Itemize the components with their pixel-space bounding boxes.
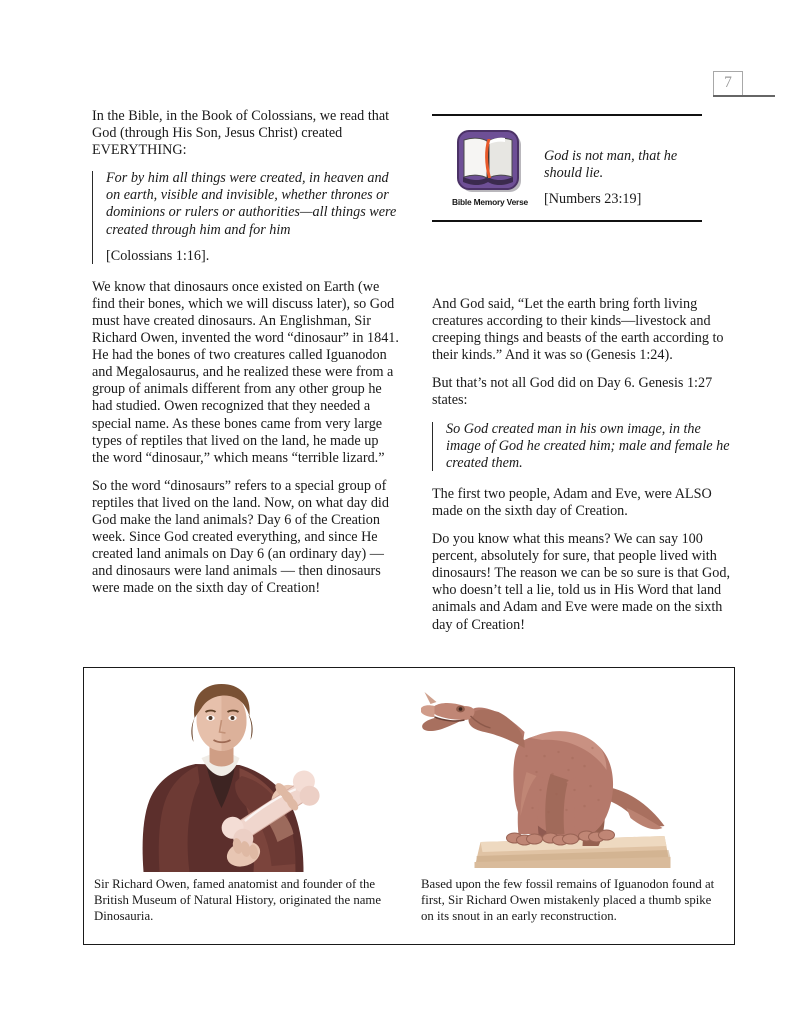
figure-left bbox=[94, 676, 409, 936]
paragraph-adam-eve: The first two people, Adam and Eve, were ALSO made on the sixth day of Creation. bbox=[432, 485, 712, 519]
paragraph-intro: In the Bible, in the Book of Colossians, we read that God (through His Son, Jesus Christ) created EVERYTHING: bbox=[92, 108, 390, 159]
figure-right bbox=[409, 676, 724, 936]
paragraph-conclusion: Do you know what this means? We can say 100 percent, absolutely for sure, that people lived with dinosaurs! The reason we can be so sure is that God, who doesn’t tell a lie, told us in His Word that land animals and Adam and Eve were made on the sixth day of Creation! bbox=[432, 531, 730, 633]
paragraph-genesis-124: And God said, “Let the earth bring forth living creatures according to their kinds—livestock and creeping things and beasts of the earth according to their kinds.” And it was so (Genesis 1:24). bbox=[432, 296, 724, 364]
figure-box bbox=[83, 667, 735, 945]
blockquote-colossians bbox=[92, 170, 399, 264]
open-book-icon bbox=[457, 130, 523, 194]
memory-verse-text-group bbox=[536, 130, 702, 208]
portrait-sir-richard-owen-image bbox=[94, 676, 397, 874]
blockquote-colossians-reference: [Colossians 1:16]. bbox=[106, 247, 210, 264]
iguanodon-early-reconstruction-image bbox=[421, 676, 724, 874]
figure-left-caption: Sir Richard Owen, famed anatomist and founder of the British Museum of Natural History, originated the name Dinosauria. bbox=[94, 877, 382, 924]
bible-memory-verse-panel bbox=[432, 114, 702, 222]
paragraph-day-six-more: But that’s not all God did on Day 6. Genesis 1:27 states: bbox=[432, 375, 713, 409]
paragraph-day-six: So the word “dinosaurs” refers to a special group of reptiles that lived on the land. Now, on what day did God make the land animals? Day 6 of the Creation week. Since God created everything, and since He created land animals on Day 6 (an ordinary day) — and dinosaurs were land animals — then dinosaurs were made on the sixth day of Creation! bbox=[92, 477, 389, 597]
page-number-marker bbox=[713, 71, 775, 98]
blockquote-genesis-127 bbox=[432, 421, 739, 472]
memory-verse-bottom-rule bbox=[432, 220, 702, 222]
blockquote-colossians-text: For by him all things were created, in heaven and on earth, visible and invisible, whether thrones or dominions or rulers or authorities—all things were created through him and for him bbox=[106, 170, 397, 238]
memory-verse-icon-label: Bible Memory Verse bbox=[452, 196, 528, 207]
figure-right-caption: Based upon the few fossil remains of Iguanodon found at first, Sir Richard Owen mistakenly placed a thumb spike on its snout in an early reconstruction. bbox=[421, 877, 715, 924]
page-number-rule bbox=[713, 95, 775, 97]
memory-verse-text: God is not man, that he should lie. bbox=[544, 147, 678, 181]
blockquote-genesis-127-text: So God created man in his own image, in the image of God he created him; male and female he created them. bbox=[446, 420, 730, 471]
paragraph-owen: We know that dinosaurs once existed on Earth (we find their bones, which we will discuss later), so God must have created dinosaurs. An Englishman, Sir Richard Owen, invented the word “dinosaur” in 1841. He had the bones of two creatures called Iguanodon and Megalosaurus, and he realized these were from a group of animals different from any other group he had studied. Owen recognized that they needed a special name. As these bones came from very large types of reptiles that lived on the land, he made up the word “dinosaur,” which means “terrible lizard.” bbox=[92, 278, 399, 466]
memory-verse-reference: [Numbers 23:19] bbox=[544, 190, 642, 207]
left-column bbox=[92, 108, 399, 608]
right-column bbox=[432, 296, 739, 645]
page-number: 7 bbox=[724, 74, 732, 91]
memory-verse-icon-group bbox=[444, 130, 536, 207]
